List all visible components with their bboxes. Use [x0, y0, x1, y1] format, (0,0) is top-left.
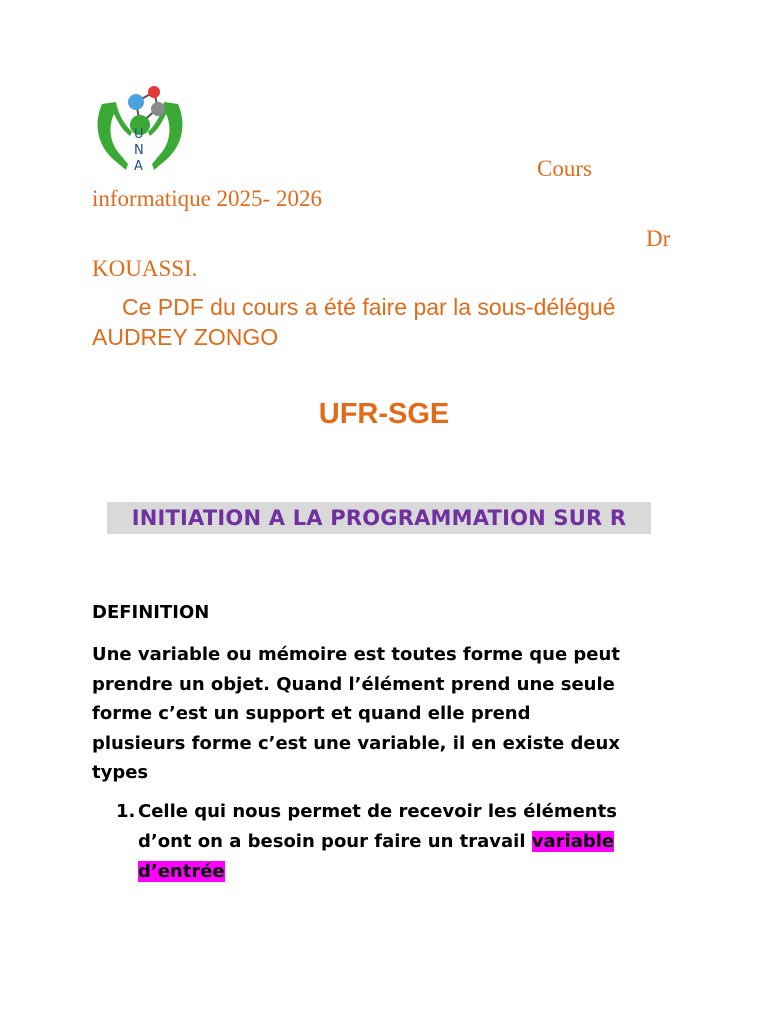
- credit-line-2: AUDREY ZONGO: [92, 324, 279, 350]
- definition-line: Une variable ou mémoire est toutes forme que peut: [92, 644, 620, 665]
- highlighted-term: d’entrée: [138, 861, 225, 882]
- logo-letter-n: N: [134, 143, 144, 158]
- definition-heading: DEFINITION: [92, 602, 210, 623]
- faculty-title: UFR-SGE: [318, 398, 450, 430]
- highlighted-term: variable: [531, 831, 615, 852]
- list-number: 1.: [116, 801, 136, 822]
- definition-line: plusieurs forme c’est une variable, il en existe deux: [92, 732, 620, 754]
- definition-paragraph: [92, 640, 692, 788]
- definition-line: forme c’est un support et quand elle prend: [92, 703, 531, 724]
- teacher-name: KOUASSI.: [92, 256, 198, 281]
- list-item-line: [138, 827, 698, 857]
- section-title: INITIATION A LA PROGRAMMATION SUR R: [107, 502, 651, 534]
- course-year: informatique 2025- 2026: [92, 186, 322, 211]
- list-item: [138, 797, 698, 887]
- logo-letter-a: A: [134, 159, 143, 174]
- definition-line: types: [92, 762, 149, 783]
- course-label: Cours: [537, 156, 592, 181]
- logo-letter-u: U: [134, 127, 144, 142]
- list-item-line: [138, 857, 698, 887]
- definition-line: prendre un objet. Quand l’élément prend une seule: [92, 673, 615, 695]
- list-item-line: Celle qui nous permet de recevoir les éléments: [138, 801, 617, 822]
- teacher-title: Dr: [646, 226, 671, 251]
- credit-line-1: Ce PDF du cours a été faire par la sous-délégué: [122, 294, 616, 320]
- list-item-text: d’ont on a besoin pour faire un travail: [138, 831, 532, 852]
